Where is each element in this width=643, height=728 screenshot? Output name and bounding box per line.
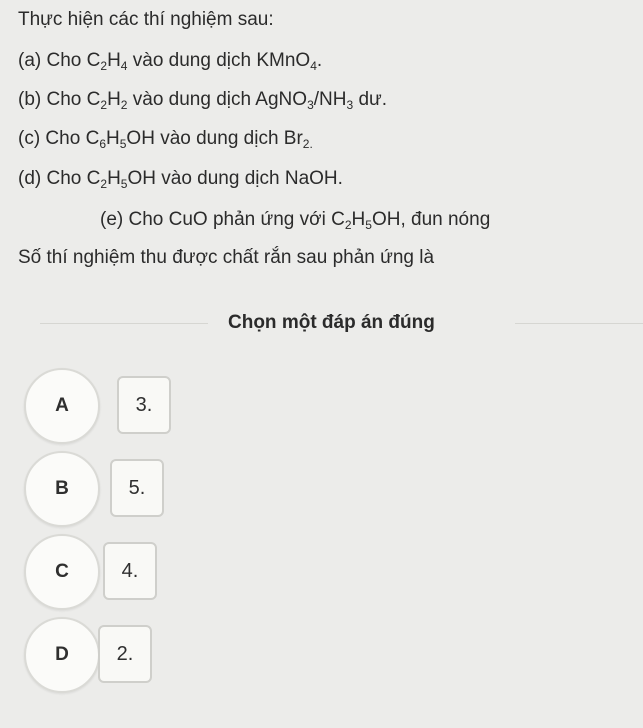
item-b-sub1: 2 [100, 98, 108, 112]
item-b-end: /NH [313, 89, 347, 110]
item-a-mid: vào dung dịch KMnO [127, 50, 311, 71]
question-item-c [18, 127, 313, 151]
item-b-c: C [86, 89, 101, 110]
option-b-answer[interactable]: 5. [110, 459, 164, 517]
item-b-prefix: (b) Cho [18, 89, 87, 110]
item-e-prefix: (e) Cho CuO phản ứng với C [100, 209, 345, 230]
item-d-sub1: 2 [100, 177, 108, 191]
item-d-h: H [107, 168, 121, 189]
item-c-sub2: 5 [119, 137, 127, 151]
item-a-h: H [107, 50, 121, 71]
question-item-b [18, 88, 387, 112]
question-ask: Số thí nghiệm thu được chất rắn sau phản ứng là [18, 247, 435, 268]
item-a-sub3: 4 [310, 59, 317, 73]
option-a-letter[interactable]: A [24, 368, 100, 444]
item-a-sub1: 2 [100, 59, 108, 73]
item-c-sub3: 2. [302, 137, 313, 151]
question-item-d [18, 167, 343, 191]
item-a-sub2: 4 [120, 59, 128, 73]
option-d[interactable] [24, 617, 324, 697]
item-a-end: . [316, 50, 323, 71]
item-b-mid: vào dung dịch AgNO [127, 89, 308, 110]
item-d-mid: OH vào dung dịch NaOH. [127, 168, 343, 189]
item-b-h: H [107, 89, 121, 110]
item-c-prefix: (c) Cho [18, 128, 86, 149]
item-c-h: H [106, 128, 120, 149]
divider-line-right [515, 323, 643, 324]
divider-line-left [40, 323, 208, 324]
item-e-sub1: 2 [344, 218, 352, 232]
option-c-answer[interactable]: 4. [103, 542, 157, 600]
option-d-letter[interactable]: D [24, 617, 100, 693]
option-d-answer[interactable]: 2. [98, 625, 152, 683]
question-item-e [100, 208, 490, 232]
item-e-sub2: 5 [365, 218, 372, 232]
item-b-sub4: 3 [346, 98, 354, 112]
option-a-answer[interactable]: 3. [117, 376, 171, 434]
item-d-sub2: 5 [120, 177, 128, 191]
item-e-h: H [351, 209, 366, 230]
item-b-sub3: 3 [307, 98, 314, 112]
question-item-a [18, 49, 322, 73]
instruction-divider [0, 302, 643, 346]
item-a-prefix: (a) Cho [18, 50, 87, 71]
item-b-tail: dư. [353, 89, 388, 110]
option-c-letter[interactable]: C [24, 534, 100, 610]
item-b-sub2: 2 [120, 98, 128, 112]
option-c[interactable] [24, 534, 324, 614]
item-c-mid: OH vào dung dịch Br [126, 128, 303, 149]
option-a[interactable] [24, 368, 324, 448]
item-d-prefix: (d) Cho [18, 168, 87, 189]
item-c-c: C [85, 128, 100, 149]
item-a-c: C [86, 50, 101, 71]
question-intro: Thực hiện các thí nghiệm sau: [18, 9, 274, 30]
item-e-mid: OH, đun nóng [371, 209, 491, 230]
instruction-text: Chọn một đáp án đúng [228, 312, 435, 333]
item-d-c: C [86, 168, 101, 189]
option-b-letter[interactable]: B [24, 451, 100, 527]
item-c-sub1: 6 [99, 137, 106, 151]
option-b[interactable] [24, 451, 324, 531]
